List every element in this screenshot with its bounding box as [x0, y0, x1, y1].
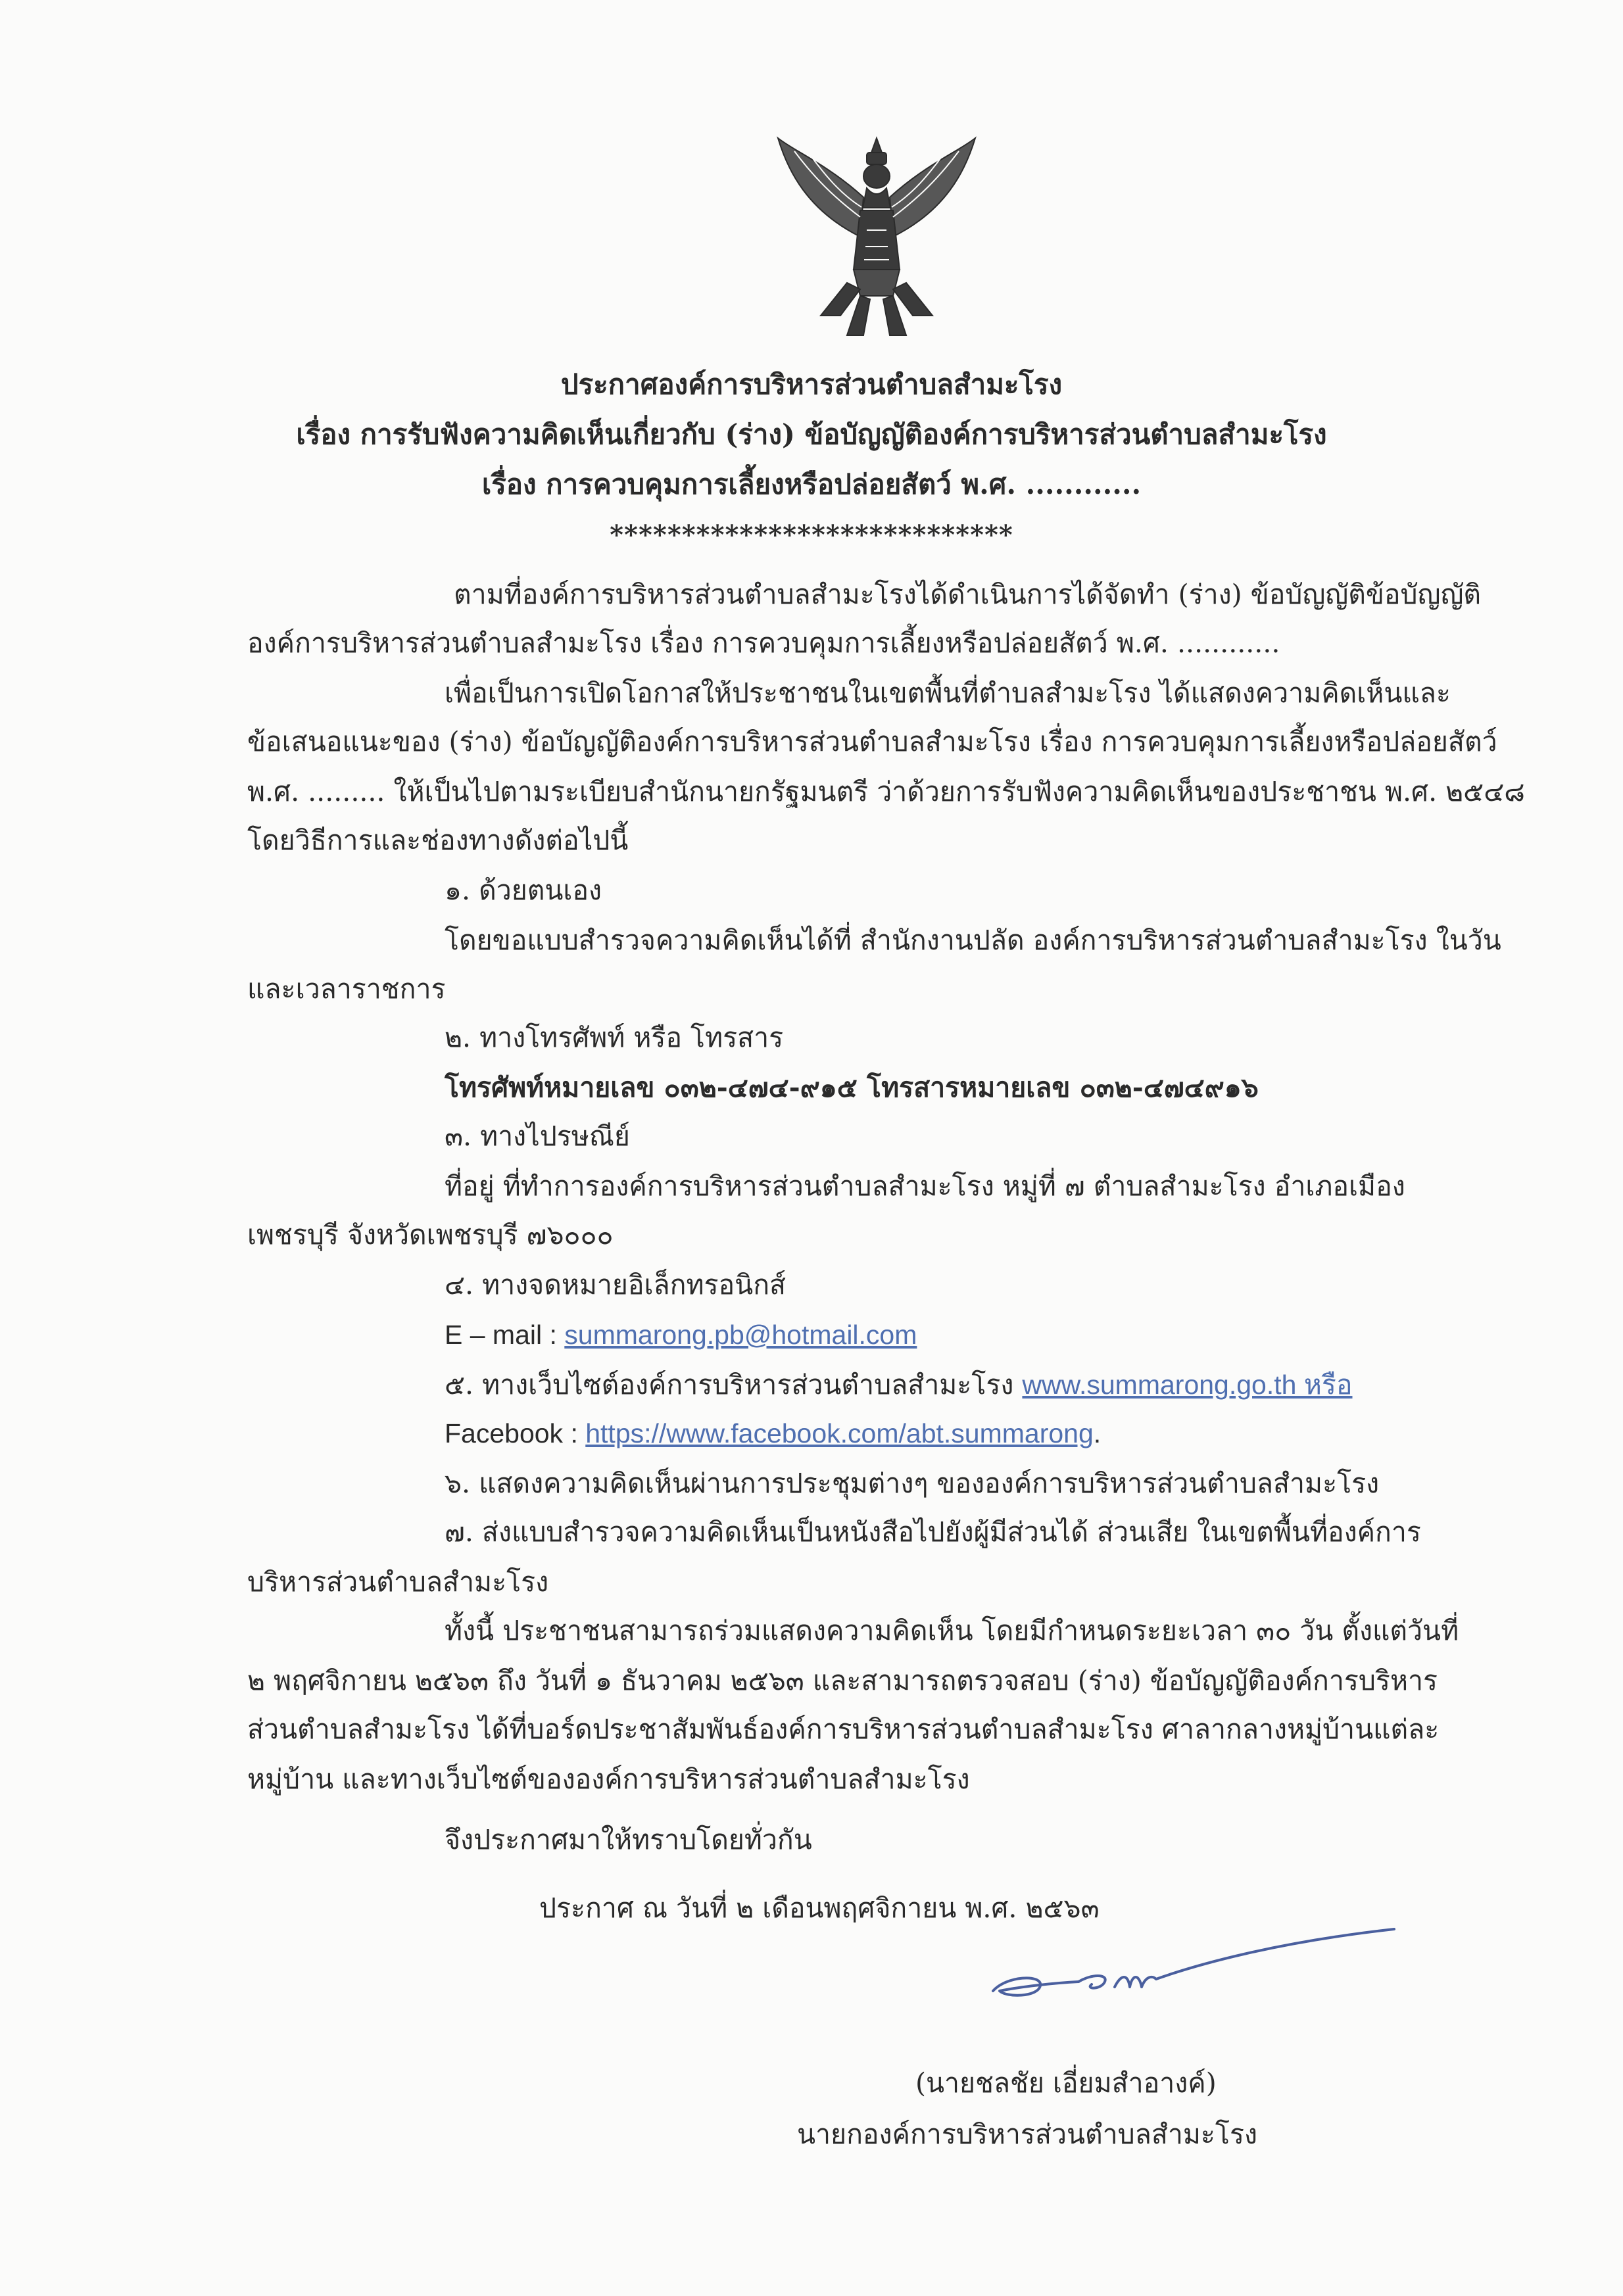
facebook-link[interactable]: https://www.facebook.com/abt.summarong [585, 1418, 1094, 1448]
item-6: ๖. แสดงความคิดเห็นผ่านการประชุมต่างๆ ขององค์การบริหารส่วนตำบลสำมะโรง [445, 1468, 1380, 1499]
item-7-line-2: บริหารส่วนตำบลสำมะโรง [247, 1566, 549, 1598]
paragraph-3-line-1: ทั้งนี้ ประชาชนสามารถร่วมแสดงความคิดเห็น โดยมีกำหนดระยะเวลา ๓๐ วัน ตั้งแต่วันที่ [445, 1615, 1459, 1646]
signatory-title: นายกองค์การบริหารส่วนตำบลสำมะโรง [797, 2118, 1257, 2150]
subject-line-2: เรื่อง การควบคุมการเลี้ยงหรือปล่อยสัตว์ พ.ศ. ............ [481, 468, 1142, 500]
facebook-tail: . [1093, 1418, 1102, 1448]
signature-image [980, 1913, 1401, 2012]
item-2-phone-fax: โทรศัพท์หมายเลข ๐๓๒-๔๗๔-๙๑๕ โทรสารหมายเลข ๐๓๒-๔๗๔๙๑๖ [445, 1072, 1259, 1103]
item-4-heading: ๔. ทางจดหมายอิเล็กทรอนิกส์ [445, 1269, 787, 1301]
item-3-address-line-1: ที่อยู่ ที่ทำการองค์การบริหารส่วนตำบลสำมะโรง หมู่ที่ ๗ ตำบลสำมะโรง อำเภอเมือง [445, 1170, 1405, 1202]
website-link[interactable]: www.summarong.go.th หรือ [1022, 1370, 1353, 1400]
email-label: E – mail : [445, 1320, 565, 1350]
separator-stars: **************************** [610, 519, 1013, 550]
item-3-address-line-2: เพชรบุรี จังหวัดเพชรบุรี ๗๖๐๐๐ [247, 1219, 614, 1251]
email-link[interactable]: summarong.pb@hotmail.com [564, 1320, 917, 1350]
paragraph-1-line-2: องค์การบริหารส่วนตำบลสำมะโรง เรื่อง การควบคุมการเลี้ยงหรือปล่อยสัตว์ พ.ศ. ............ [247, 627, 1280, 659]
item-1-line-1: โดยขอแบบสำรวจความคิดเห็นได้ที่ สำนักงานปลัด องค์การบริหารส่วนตำบลสำมะโรง ในวัน [445, 924, 1501, 956]
paragraph-2-line-4: โดยวิธีการและช่องทางดังต่อไปนี้ [247, 825, 629, 856]
item-2-heading: ๒. ทางโทรศัพท์ หรือ โทรสาร [445, 1022, 784, 1053]
announcement-title: ประกาศองค์การบริหารส่วนตำบลสำมะโรง [560, 368, 1063, 400]
garuda-emblem-icon [768, 125, 985, 348]
item-5-heading: ๕. ทางเว็บไซต์องค์การบริหารส่วนตำบลสำมะโรง [445, 1369, 1023, 1400]
paragraph-3-line-3: ส่วนตำบลสำมะโรง ได้ที่บอร์ดประชาสัมพันธ์องค์การบริหารส่วนตำบลสำมะโรง ศาลากลางหมู่บ้านแต่ละ [247, 1713, 1440, 1745]
item-7-line-1: ๗. ส่งแบบสำรวจความคิดเห็นเป็นหนังสือไปยังผู้มีส่วนได้ ส่วนเสีย ในเขตพื้นที่องค์การ [445, 1516, 1421, 1548]
paragraph-3-line-2: ๒ พฤศจิกายน ๒๕๖๓ ถึง วันที่ ๑ ธันวาคม ๒๕๖๓ และสามารถตรวจสอบ (ร่าง) ข้อบัญญัติองค์การบริหาร [247, 1665, 1438, 1696]
subject-line: เรื่อง การรับฟังความคิดเห็นเกี่ยวกับ (ร่าง) ข้อบัญญัติองค์การบริหารส่วนตำบลสำมะโรง [296, 418, 1327, 450]
closing-line: จึงประกาศมาให้ทราบโดยทั่วกัน [445, 1824, 812, 1855]
item-1-line-2: และเวลาราชการ [247, 973, 446, 1005]
item-3-heading: ๓. ทางไปรษณีย์ [445, 1120, 630, 1152]
paragraph-2-line-1: เพื่อเป็นการเปิดโอกาสให้ประชาชนในเขตพื้นที่ตำบลสำมะโรง ได้แสดงความคิดเห็นและ [445, 677, 1451, 709]
facebook-row [445, 1416, 1101, 1450]
paragraph-2-line-3: พ.ศ. ......... ให้เป็นไปตามระเบียบสำนักนายกรัฐมนตรี ว่าด้วยการรับฟังความคิดเห็นของประชาชน พ.ศ. ๒๕๔๘ [247, 776, 1525, 807]
paragraph-1-line-1: ตามที่องค์การบริหารส่วนตำบลสำมะโรงได้ดำเนินการได้จัดทำ (ร่าง) ข้อบัญญัติข้อบัญญัติ [454, 579, 1482, 610]
item-1-heading: ๑. ด้วยตนเอง [445, 874, 602, 906]
announcement-date: ประกาศ ณ วันที่ ๒ เดือนพฤศจิกายน พ.ศ. ๒๕๖๓ [539, 1892, 1100, 1924]
signatory-name: (นายชลชัย เอี่ยมสำอางค์) [915, 2067, 1217, 2099]
paragraph-2-line-2: ข้อเสนอแนะของ (ร่าง) ข้อบัญญัติองค์การบริหารส่วนตำบลสำมะโรง เรื่อง การควบคุมการเลี้ยงหรือปล่อยสัตว์ [247, 726, 1497, 757]
item-5-row [445, 1368, 1353, 1402]
paragraph-3-line-4: หมู่บ้าน และทางเว็บไซต์ขององค์การบริหารส่วนตำบลสำมะโรง [247, 1763, 970, 1795]
email-row [445, 1318, 917, 1352]
facebook-label: Facebook : [445, 1418, 586, 1448]
